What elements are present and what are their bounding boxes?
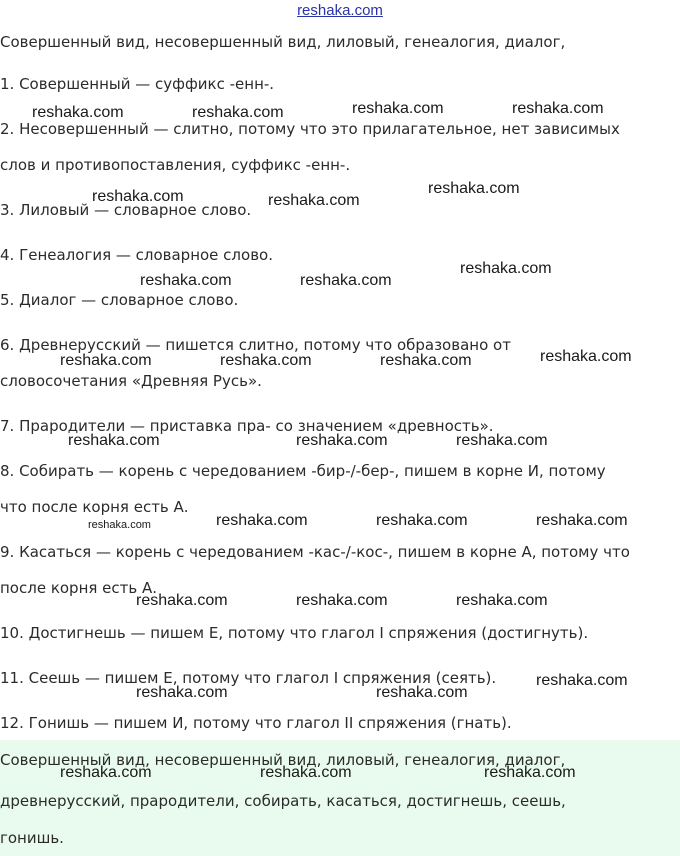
watermark: reshaka.com	[216, 512, 308, 529]
watermark: reshaka.com	[296, 592, 388, 609]
answer-box	[0, 740, 680, 856]
watermark: reshaka.com	[456, 592, 548, 609]
watermark: reshaka.com	[536, 512, 628, 529]
item-line: после корня есть А.	[0, 579, 158, 597]
item-line: 11. Сеешь — пишем Е, потому что глагол I спряжения (сеять).	[0, 669, 497, 687]
watermark: reshaka.com	[88, 519, 151, 531]
item-line: 12. Гонишь — пишем И, потому что глагол II спряжения (гнать).	[0, 714, 512, 732]
item-line: 10. Достигнешь — пишем Е, потому что глагол I спряжения (достигнуть).	[0, 624, 589, 642]
answer-line: гонишь.	[0, 829, 64, 847]
item-line: 3. Лиловый — словарное слово.	[0, 201, 252, 219]
watermark: reshaka.com	[376, 512, 468, 529]
watermark: reshaka.com	[300, 272, 392, 289]
item-line: 2. Несовершенный — слитно, потому что это прилагательное, нет зависимых	[0, 120, 620, 138]
answer-line: древнерусский, прародители, собирать, касаться, достигнешь, сеешь,	[0, 792, 566, 810]
watermark: reshaka.com	[136, 684, 228, 701]
watermark: reshaka.com	[68, 432, 160, 449]
item-line: 5. Диалог — словарное слово.	[0, 291, 239, 309]
watermark: reshaka.com	[220, 352, 312, 369]
item-line: 4. Генеалогия — словарное слово.	[0, 246, 273, 264]
item-line: 8. Собирать — корень с чередованием -бир-/-бер-, пишем в корне И, потому	[0, 462, 606, 480]
item-line: слов и противопоставления, суффикс -енн-.	[0, 156, 351, 174]
watermark: reshaka.com	[60, 352, 152, 369]
watermark: reshaka.com	[456, 432, 548, 449]
watermark: reshaka.com	[60, 764, 152, 781]
item-line: 7. Прародители — приставка пра- со значением «древность».	[0, 417, 494, 435]
watermark: reshaka.com	[376, 684, 468, 701]
watermark: reshaka.com	[136, 592, 228, 609]
item-line: что после корня есть А.	[0, 498, 189, 516]
watermark: reshaka.com	[268, 192, 360, 209]
watermark: reshaka.com	[428, 180, 520, 197]
watermark: reshaka.com	[380, 352, 472, 369]
watermark: reshaka.com	[32, 104, 124, 121]
item-line: 1. Совершенный — суффикс -енн-.	[0, 75, 275, 93]
watermark: reshaka.com	[540, 348, 632, 365]
watermark: reshaka.com	[484, 764, 576, 781]
watermark: reshaka.com	[296, 432, 388, 449]
watermark: reshaka.com	[512, 100, 604, 117]
watermark: reshaka.com	[352, 100, 444, 117]
site-link[interactable]: reshaka.com	[297, 2, 383, 19]
answer-line: Совершенный вид, несовершенный вид, лиловый, генеалогия, диалог,	[0, 751, 566, 769]
watermark: reshaka.com	[192, 104, 284, 121]
watermark: reshaka.com	[460, 260, 552, 277]
watermark: reshaka.com	[140, 272, 232, 289]
watermark: reshaka.com	[92, 188, 184, 205]
watermark: reshaka.com	[260, 764, 352, 781]
item-line: словосочетания «Древняя Русь».	[0, 372, 262, 390]
intro-text: Совершенный вид, несовершенный вид, лиловый, генеалогия, диалог,	[0, 33, 566, 51]
item-line: 9. Касаться — корень с чередованием -кас-/-кос-, пишем в корне А, потому что	[0, 543, 630, 561]
watermark: reshaka.com	[536, 672, 628, 689]
item-line: 6. Древнерусский — пишется слитно, потому что образовано от	[0, 336, 511, 354]
